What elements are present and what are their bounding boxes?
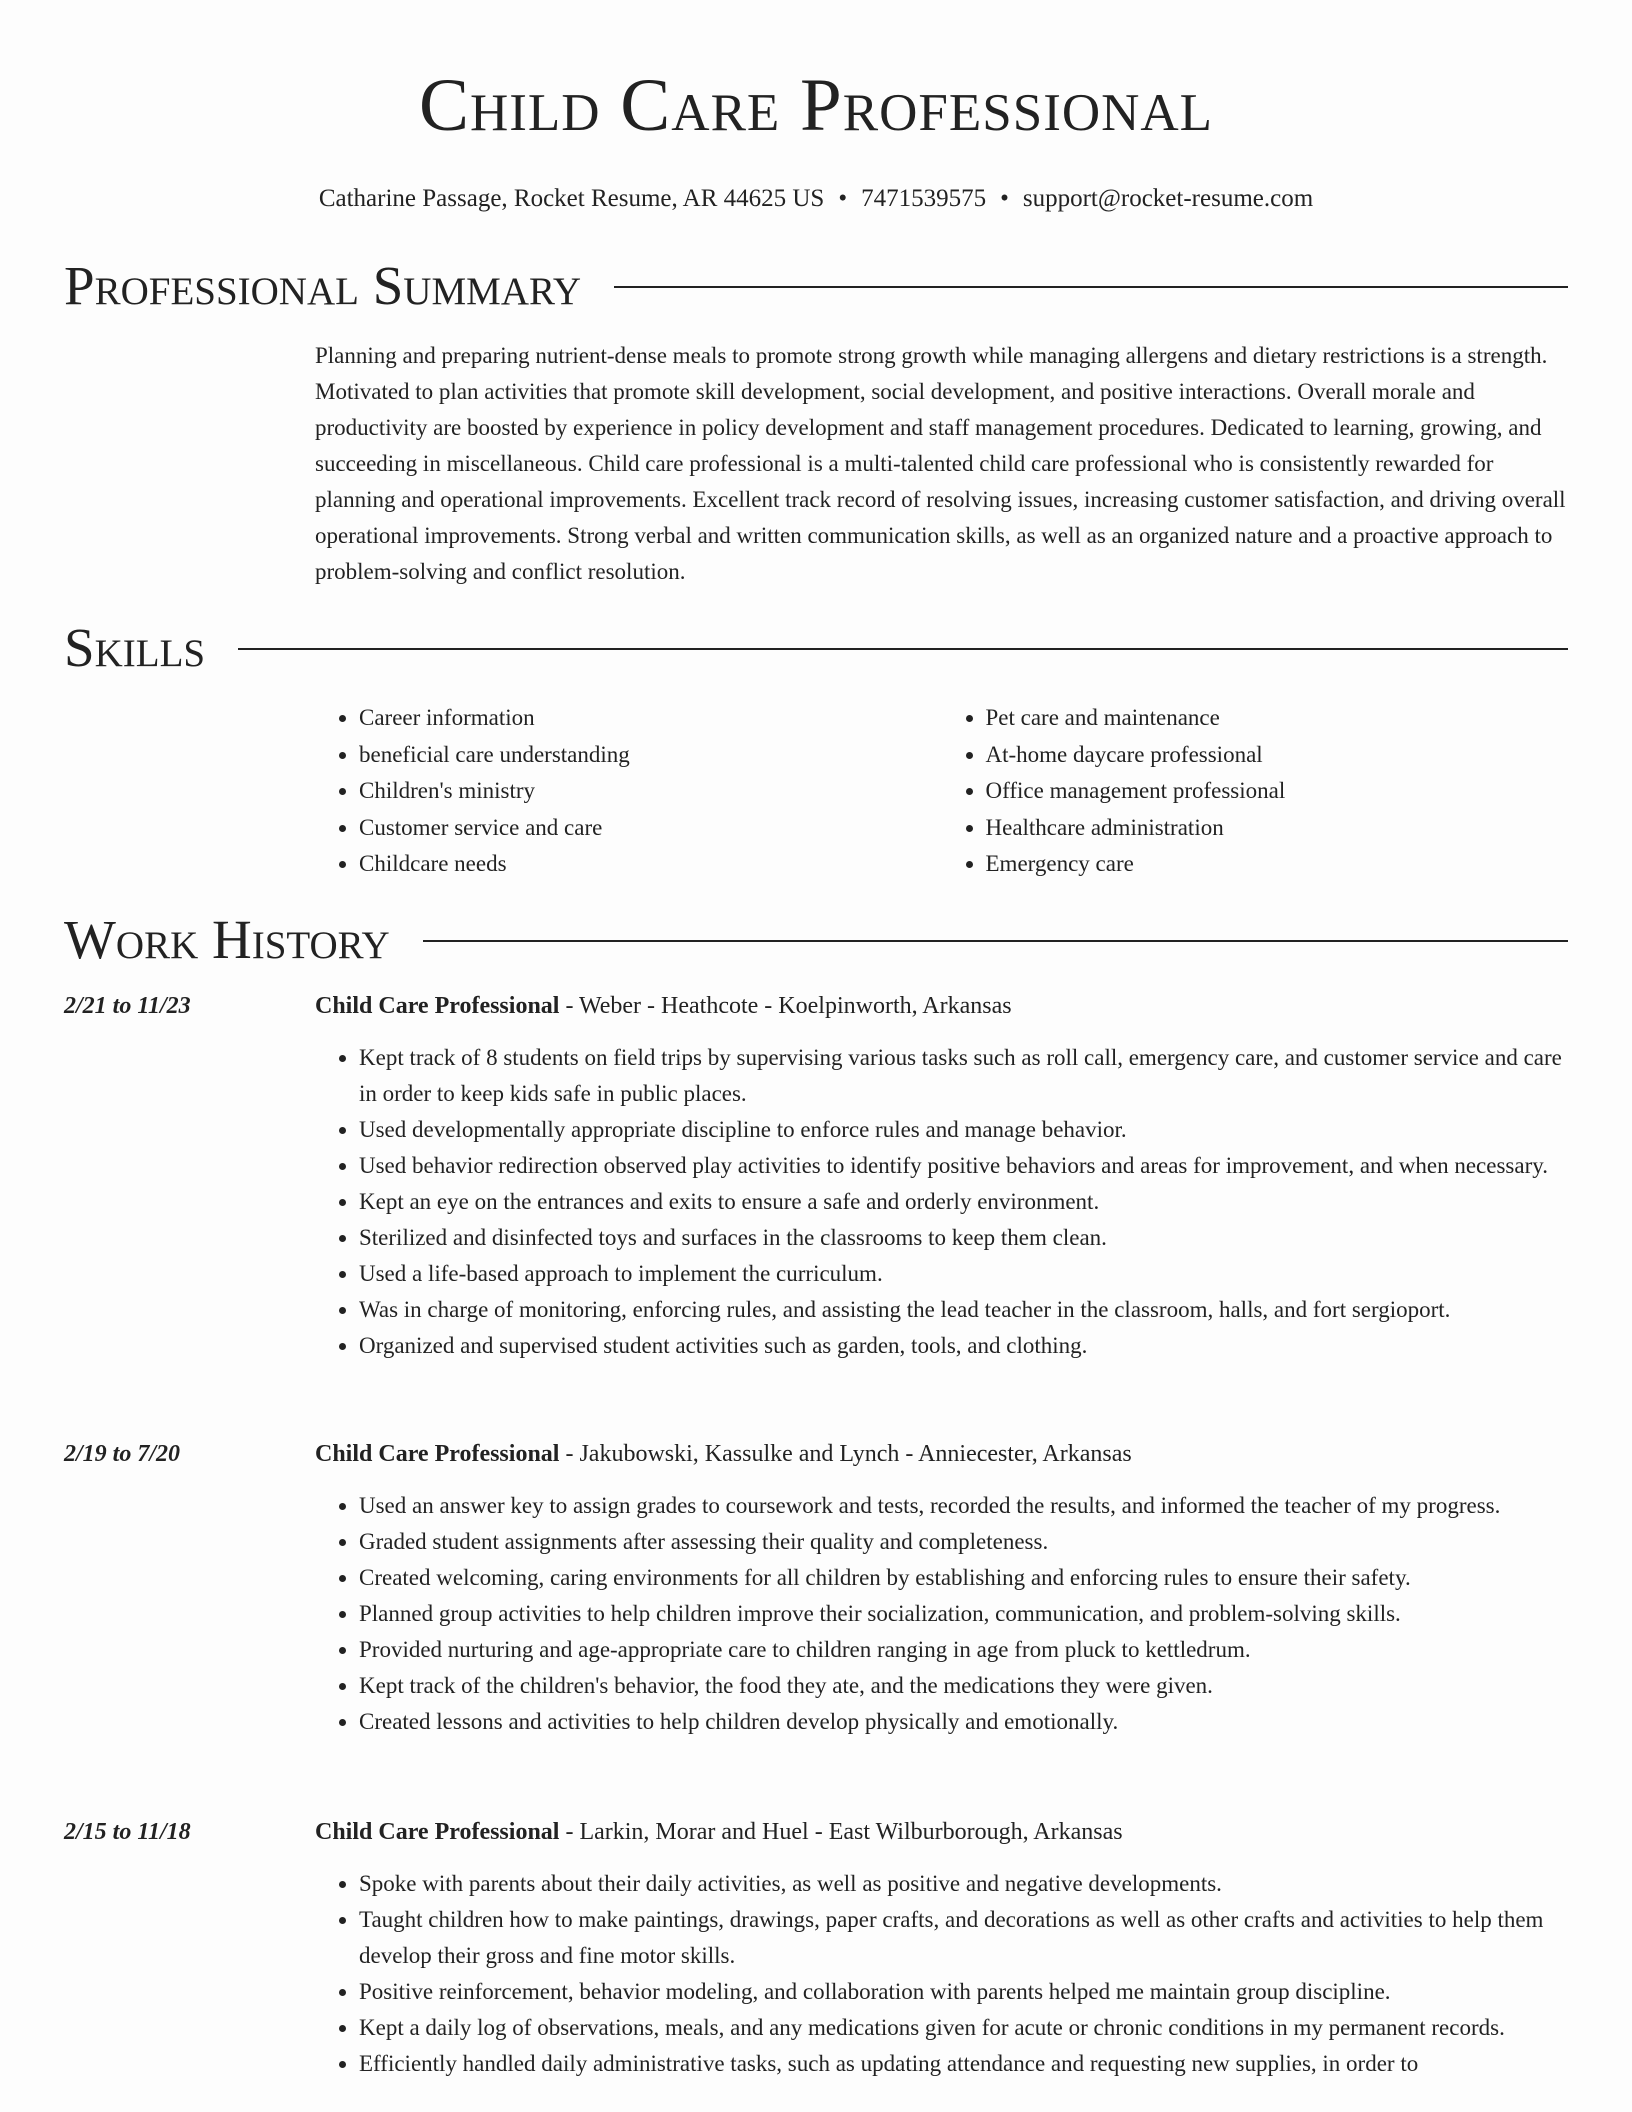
resume-header (0, 0, 1632, 214)
job-bullet: • Kept track of 8 students on field trips by supervising various tasks such as roll call, emergency care, and customer service and care in order to keep kids safe in public places. (359, 1040, 1568, 1112)
skill-item: • At-home daycare professional (986, 737, 1569, 774)
contact-email: support@rocket-resume.com (1022, 185, 1314, 212)
skill-item: • Emergency care (986, 846, 1569, 883)
section-divider (423, 940, 1568, 942)
job-dates: 2/19 to 7/20 (64, 1441, 181, 1467)
candidate-name: Child Care Professional (418, 64, 1214, 147)
job-entry (64, 1436, 1568, 1740)
skill-item: • Pet care and maintenance (986, 700, 1569, 737)
skills-columns (315, 700, 1568, 883)
job-bullet: • Provided nurturing and age-appropriate care to children ranging in age from pluck to kettledrum. (359, 1632, 1568, 1668)
job-role: Child Care Professional (315, 1441, 560, 1467)
job-bullet: • Efficiently handled daily administrative tasks, such as updating attendance and requesting new supplies, in order to (359, 2046, 1568, 2082)
job-title-line (315, 1814, 1568, 1850)
job-bullet: • Positive reinforcement, behavior modeling, and collaboration with parents helped me maintain group discipline. (359, 1974, 1568, 2010)
job-bullet: • Used a life-based approach to implement the curriculum. (359, 1256, 1568, 1292)
job-role: Child Care Professional (315, 993, 560, 1019)
job-title-line (315, 1436, 1568, 1472)
job-bullet: • Used developmentally appropriate discipline to enforce rules and manage behavior. (359, 1112, 1568, 1148)
section-divider (614, 286, 1568, 288)
skill-item: • Office management professional (986, 773, 1569, 810)
job-bullet: • Used an answer key to assign grades to coursework and tests, recorded the results, and informed the teacher of my progress. (359, 1488, 1568, 1524)
section-heading (64, 616, 1568, 680)
summary-text: Planning and preparing nutrient-dense meals to promote strong growth while managing allergens and dietary restrictions is a strength. Motivated to plan activities that promote skill development, social development, and positive interactions. Overall morale and productivity are boosted by experience in policy development and staff management procedures. Dedicated to learning, growing, and succeeding in miscellaneous. Child care professional is a multi-talented child care professional who is consistently rewarded for planning and operational improvements. Excellent track record of resolving issues, increasing customer satisfaction, and driving overall operational improvements. Strong verbal and written communication skills, as well as an organized nature and a proactive approach to problem-solving and conflict resolution. (315, 343, 1566, 584)
job-employer: - Jakubowski, Kassulke and Lynch - Anniecester, Arkansas (559, 1441, 1132, 1467)
contact-address: Catharine Passage, Rocket Resume, AR 44625 US (318, 185, 825, 212)
job-bullet: • Created welcoming, caring environments for all children by establishing and enforcing rules to ensure their safety. (359, 1560, 1568, 1596)
job-bullet: • Organized and supervised student activities such as garden, tools, and clothing. (359, 1328, 1568, 1364)
section-heading (64, 254, 1568, 318)
skills-section (64, 616, 1568, 883)
job-bullets (315, 1488, 1568, 1740)
job-dates: 2/21 to 11/23 (64, 993, 191, 1019)
skill-item: • Childcare needs (359, 846, 942, 883)
skill-item: • Children's ministry (359, 773, 942, 810)
job-bullet: • Spoke with parents about their daily activities, as well as positive and negative developments. (359, 1866, 1568, 1902)
job-employer: - Larkin, Morar and Huel - East Wilburborough, Arkansas (559, 1819, 1123, 1845)
skill-item: • beneficial care understanding (359, 737, 942, 774)
job-bullet: • Was in charge of monitoring, enforcing rules, and assisting the lead teacher in the classroom, halls, and fort sergioport. (359, 1292, 1568, 1328)
job-entry (64, 1814, 1568, 2082)
section-divider (238, 648, 1568, 650)
job-bullet: • Taught children how to make paintings, drawings, paper crafts, and decorations as well as other crafts and activities to help them develop their gross and fine motor skills. (359, 1902, 1568, 1974)
contact-line (0, 184, 1632, 214)
section-heading (64, 908, 1568, 972)
summary-section (64, 254, 1568, 590)
skill-item: • Healthcare administration (986, 810, 1569, 847)
job-bullet: • Sterilized and disinfected toys and surfaces in the classrooms to keep them clean. (359, 1220, 1568, 1256)
job-title-line (315, 988, 1568, 1024)
job-bullet: • Used behavior redirection observed play activities to identify positive behaviors and areas for improvement, and when necessary. (359, 1148, 1568, 1184)
skills-list-right (942, 700, 1569, 883)
contact-phone: 7471539575 (861, 185, 987, 212)
job-employer: - Weber - Heathcote - Koelpinworth, Arkansas (559, 993, 1012, 1019)
contact-separator: • (1000, 185, 1009, 212)
job-bullet: • Graded student assignments after assessing their quality and completeness. (359, 1524, 1568, 1560)
skill-item: • Career information (359, 700, 942, 737)
skill-item: • Customer service and care (359, 810, 942, 847)
job-entry (64, 988, 1568, 1364)
job-bullet: • Kept a daily log of observations, meals, and any medications given for acute or chronic conditions in my permanent records. (359, 2010, 1568, 2046)
job-bullet: • Kept track of the children's behavior, the food they ate, and the medications they were given. (359, 1668, 1568, 1704)
job-bullet: • Created lessons and activities to help children develop physically and emotionally. (359, 1704, 1568, 1740)
contact-separator: • (838, 185, 848, 212)
skills-title: Skills (64, 617, 206, 678)
job-role: Child Care Professional (315, 1819, 560, 1845)
summary-title: Professional Summary (64, 255, 582, 316)
job-bullet: • Kept an eye on the entrances and exits to ensure a safe and orderly environment. (359, 1184, 1568, 1220)
work-history-section (64, 908, 1568, 2076)
job-bullets (315, 1866, 1568, 2082)
skills-list-left (315, 700, 942, 883)
job-bullets (315, 1040, 1568, 1364)
work-history-title: Work History (64, 909, 390, 970)
job-dates: 2/15 to 11/18 (64, 1819, 191, 1845)
job-bullet: • Planned group activities to help children improve their socialization, communication, and problem-solving skills. (359, 1596, 1568, 1632)
